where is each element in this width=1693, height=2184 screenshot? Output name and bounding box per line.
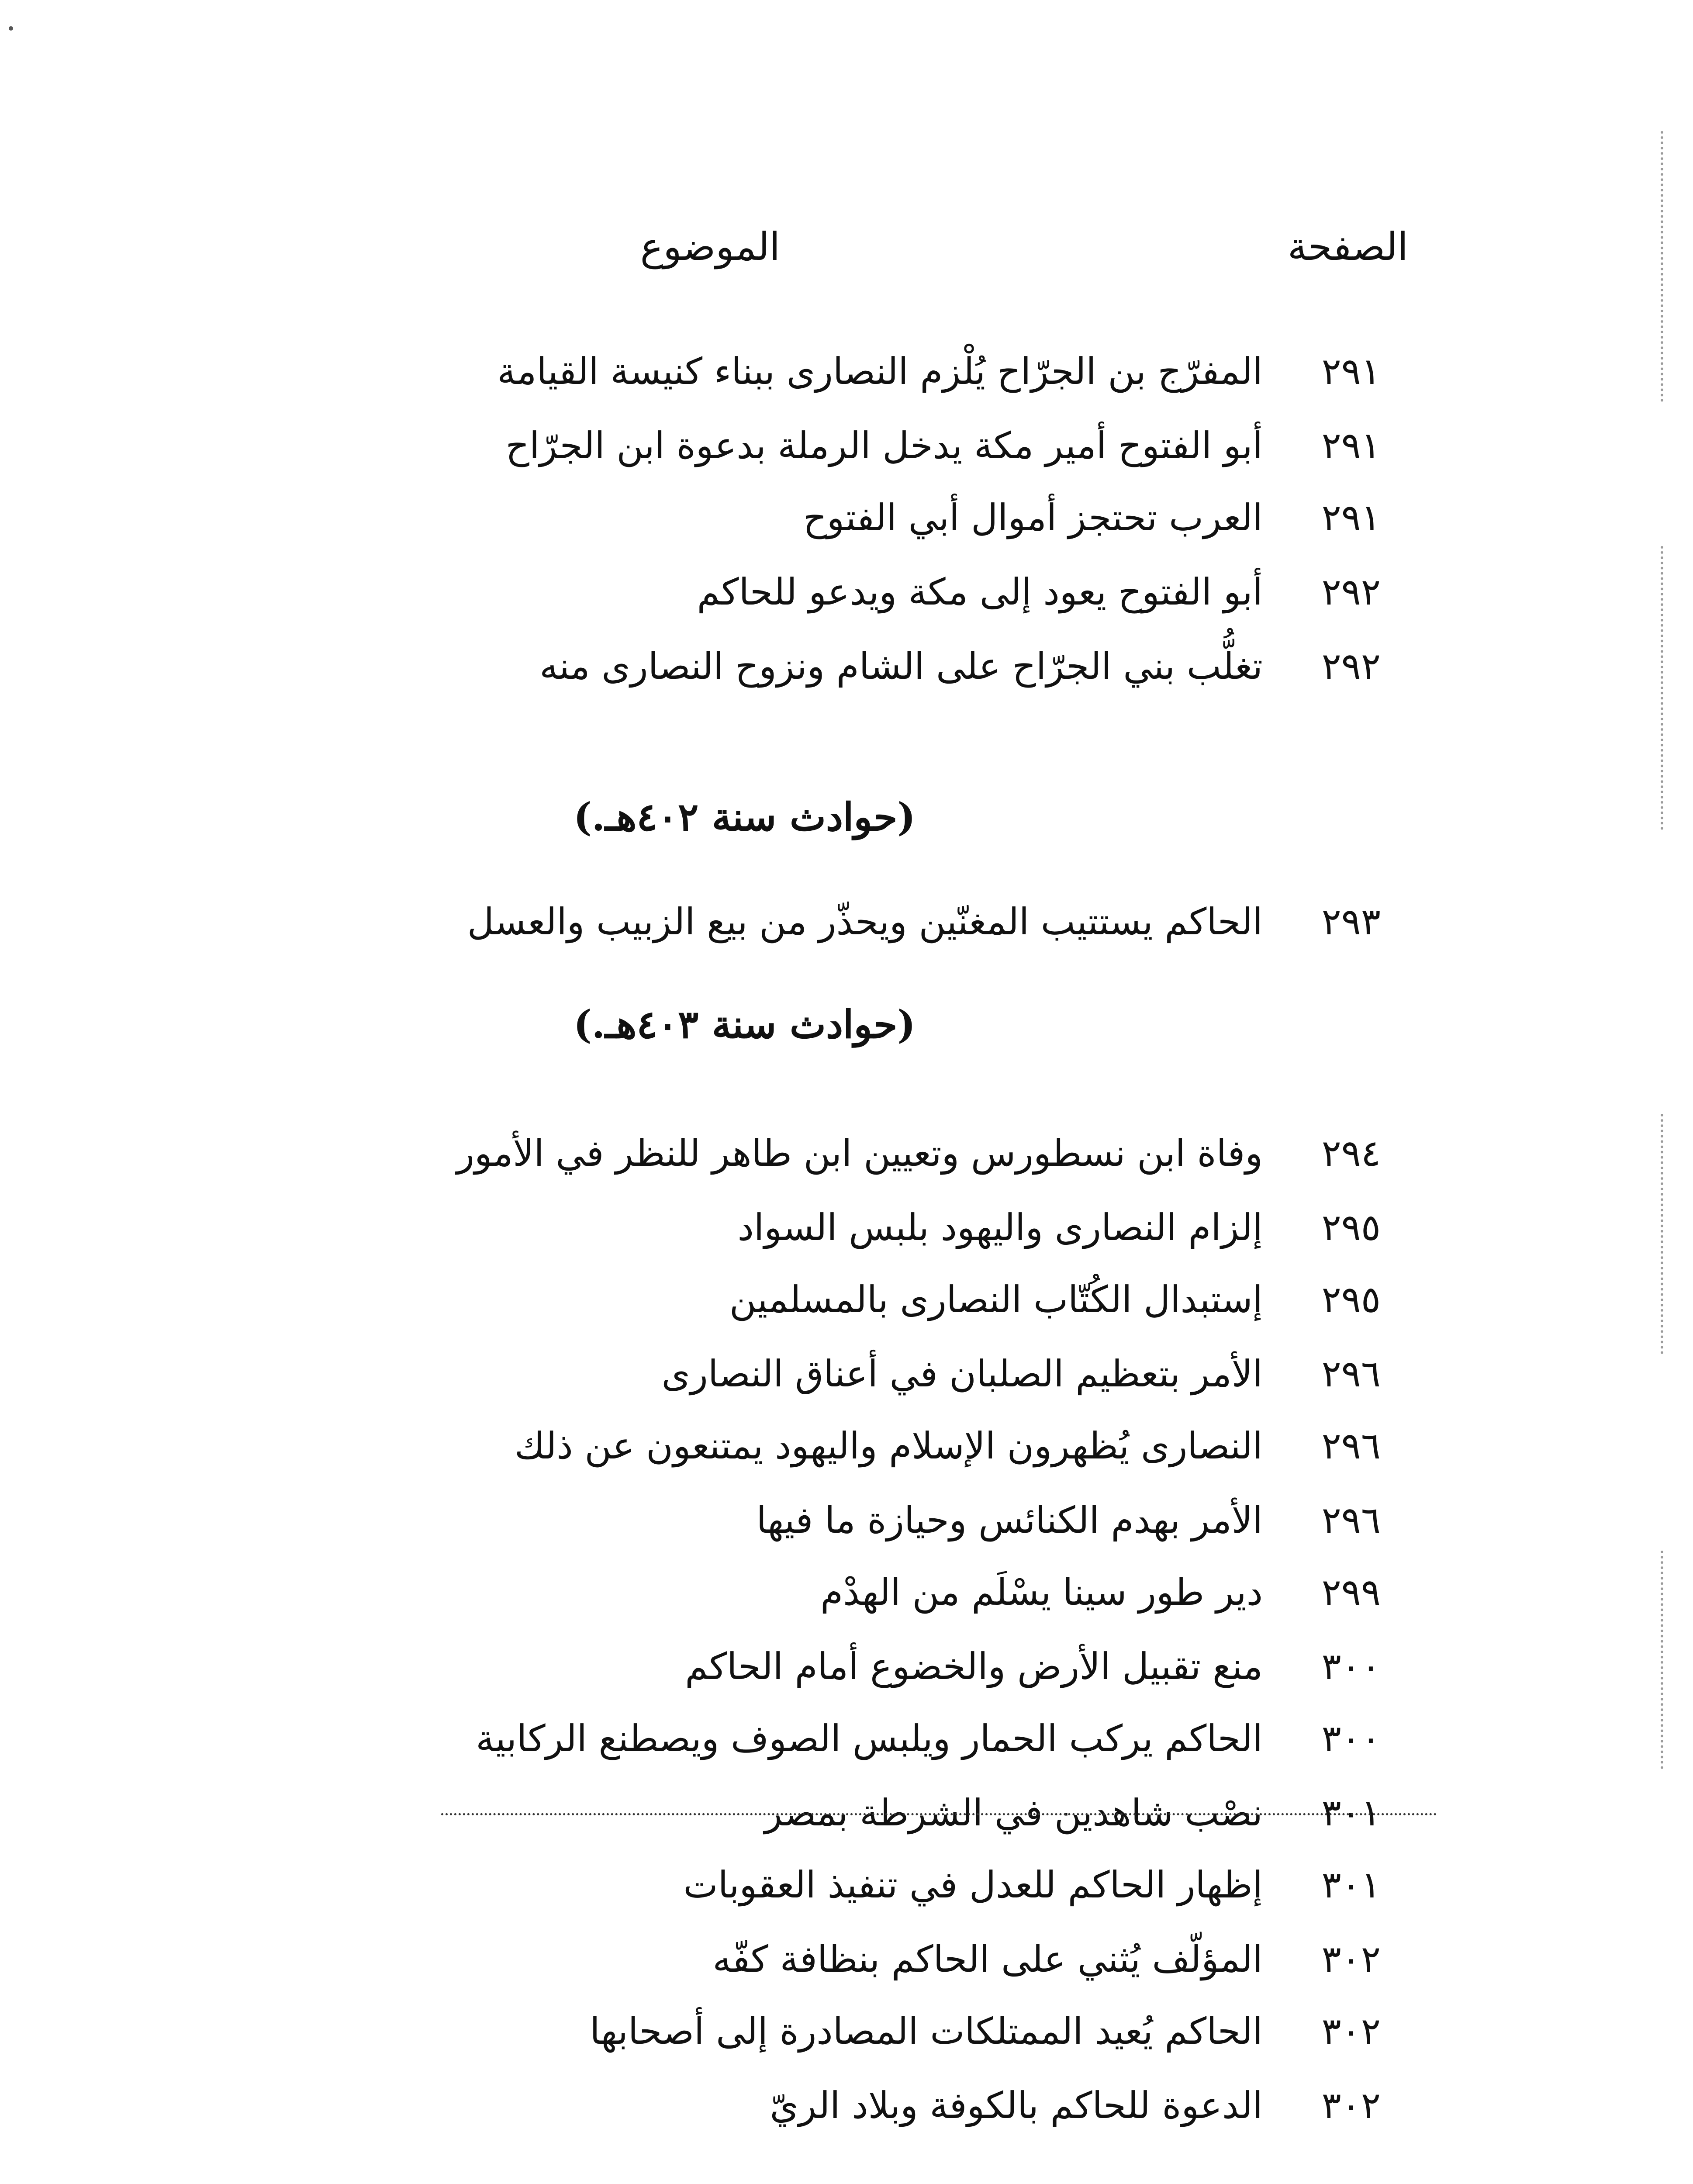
entry-page-number: ٣٠٠ — [1321, 1645, 1381, 1688]
scan-speck — [9, 26, 13, 31]
entry-page-number: ٢٩١ — [1321, 496, 1381, 539]
page-column-header: الصفحة — [1287, 224, 1408, 269]
entry-page-number: ٣٠١ — [1321, 1863, 1381, 1906]
index-entry — [0, 1190, 1693, 1265]
index-entry — [0, 1629, 1693, 1704]
entry-page-number: ٢٩٢ — [1321, 570, 1381, 613]
index-entry — [0, 408, 1693, 483]
entry-topic: الحاكم يستتيب المغنّين ويحذّر من بيع الزبيب والعسل — [467, 900, 1263, 943]
index-entry — [0, 1116, 1693, 1190]
entry-topic: إستبدال الكُتّاب النصارى بالمسلمين — [729, 1278, 1263, 1321]
entry-page-number: ٣٠٢ — [1321, 2010, 1381, 2053]
index-entry — [0, 1994, 1693, 2068]
index-entry — [0, 1555, 1693, 1629]
entry-topic: أبو الفتوح يعود إلى مكة ويدعو للحاكم — [697, 570, 1263, 613]
index-entry — [0, 629, 1693, 703]
index-entry — [0, 885, 1693, 959]
entry-topic: إظهار الحاكم للعدل في تنفيذ العقوبات — [683, 1863, 1263, 1906]
entry-topic: العرب تحتجز أموال أبي الفتوح — [803, 496, 1263, 539]
entry-page-number: ٢٩٦ — [1321, 1424, 1381, 1467]
entry-page-number: ٢٩٢ — [1321, 645, 1381, 688]
entry-topic: الحاكم يركب الحمار ويلبس الصوف ويصطنع الركابية — [476, 1717, 1263, 1760]
index-entry — [0, 1483, 1693, 1557]
scan-margin-mark — [1661, 1551, 1663, 1769]
topic-column-header: الموضوع — [640, 224, 780, 269]
entry-topic: إلزام النصارى واليهود بلبس السواد — [737, 1206, 1263, 1249]
index-entry — [0, 1776, 1693, 1850]
entry-page-number: ٢٩٦ — [1321, 1352, 1381, 1395]
entry-page-number: ٢٩١ — [1321, 424, 1381, 467]
entry-page-number: ٢٩٩ — [1321, 1571, 1381, 1614]
index-entry — [0, 1262, 1693, 1337]
scan-margin-mark — [1661, 546, 1663, 830]
entry-topic: المفرّج بن الجرّاح يُلْزم النصارى ببناء كنيسة القيامة — [497, 350, 1263, 393]
entry-topic: المؤلّف يُثني على الحاكم بنظافة كفّه — [712, 1938, 1263, 1980]
entry-page-number: ٣٠٢ — [1321, 1938, 1381, 1980]
scan-margin-mark — [1661, 131, 1663, 402]
index-entry — [0, 1409, 1693, 1483]
index-entry — [0, 334, 1693, 408]
entry-topic: الأمر بتعظيم الصلبان في أعناق النصارى — [661, 1352, 1263, 1395]
entry-topic: النصارى يُظهرون الإسلام واليهود يمتنعون عن ذلك — [514, 1424, 1263, 1467]
index-entry — [0, 555, 1693, 629]
index-entry — [0, 1337, 1693, 1411]
entry-page-number: ٢٩٦ — [1321, 1499, 1381, 1541]
entry-page-number: ٢٩٤ — [1321, 1132, 1381, 1175]
dotted-strike-line — [441, 1813, 1437, 1815]
index-entry — [0, 1922, 1693, 1996]
entry-topic: منع تقبيل الأرض والخضوع أمام الحاكم — [685, 1645, 1263, 1688]
entry-page-number: ٢٩٥ — [1321, 1206, 1381, 1249]
index-entry — [0, 480, 1693, 555]
index-entry — [0, 1701, 1693, 1776]
year-403-heading: (حوادث سنة ٤٠٣هـ.) — [574, 1002, 916, 1047]
entry-topic: أبو الفتوح أمير مكة يدخل الرملة بدعوة ابن الجرّاح — [505, 424, 1263, 467]
scan-margin-mark — [1661, 1114, 1663, 1354]
entry-page-number: ٢٩٣ — [1321, 900, 1381, 943]
entry-topic: الدعوة للحاكم بالكوفة وبلاد الريّ — [770, 2084, 1263, 2127]
entry-topic: نصْب شاهدين في الشرطة بمصر — [764, 1791, 1263, 1834]
column-headers — [0, 218, 1693, 275]
entry-page-number: ٣٠٠ — [1321, 1717, 1381, 1760]
entry-page-number: ٣٠١ — [1321, 1791, 1381, 1834]
entry-topic: الأمر بهدم الكنائس وحيازة ما فيها — [756, 1499, 1263, 1541]
entry-page-number: ٢٩١ — [1321, 350, 1381, 393]
entry-topic: الحاكم يُعيد الممتلكات المصادرة إلى أصحابها — [590, 2010, 1263, 2053]
entry-topic: تغلُّب بني الجرّاح على الشام ونزوح النصارى منه — [539, 645, 1263, 688]
entry-page-number: ٢٩٥ — [1321, 1278, 1381, 1321]
entry-topic: وفاة ابن نسطورس وتعيين ابن طاهر للنظر في الأمور — [456, 1132, 1263, 1175]
index-entry — [0, 1848, 1693, 1922]
entry-page-number: ٣٠٢ — [1321, 2084, 1381, 2127]
year-402-heading: (حوادث سنة ٤٠٢هـ.) — [574, 794, 916, 840]
index-entry — [0, 2068, 1693, 2143]
entry-topic: دير طور سينا يسْلَم من الهدْم — [820, 1571, 1263, 1614]
